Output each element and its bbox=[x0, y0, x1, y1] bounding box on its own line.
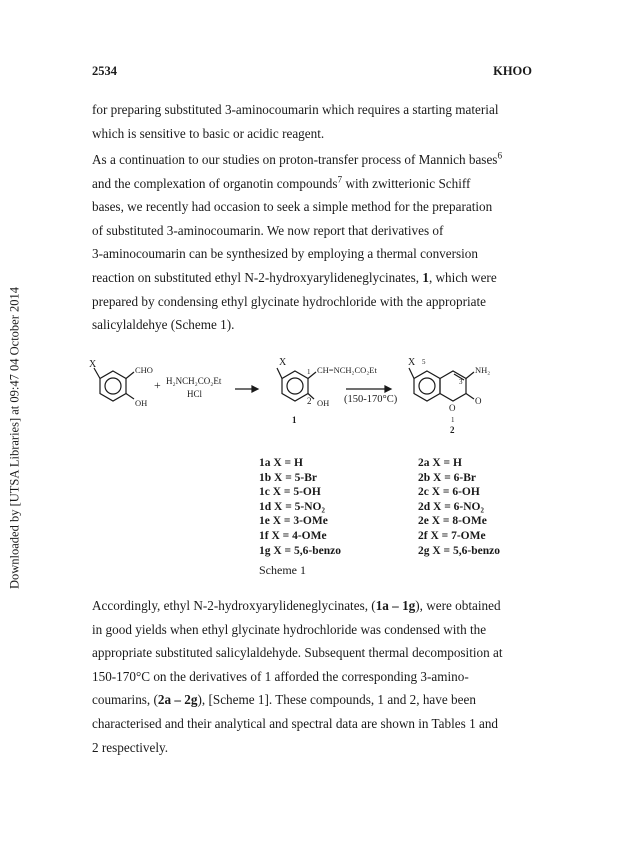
list-item: 1g X = 5,6-benzo bbox=[259, 544, 341, 557]
aldehyde-oh: OH bbox=[135, 398, 148, 408]
text-line: Accordingly, ethyl N-2-hydroxyarylideneglycinates, ( bbox=[92, 598, 376, 613]
list-item: 2b X = 6-Br bbox=[418, 471, 476, 484]
compound-ref: 1 bbox=[422, 269, 429, 285]
reference-7: 7 bbox=[337, 174, 343, 185]
imine-position-1: 1 bbox=[307, 368, 311, 376]
page-number: 2534 bbox=[92, 64, 117, 78]
download-watermark-text: Downloaded by [UTSA Libraries] at 09:47 04 October 2014 bbox=[7, 286, 22, 589]
text-line: bases, we recently had occasion to seek a simple method for the preparation bbox=[92, 199, 493, 215]
reaction-arrow-2 bbox=[346, 386, 391, 392]
text-line: coumarins, ( bbox=[92, 692, 158, 708]
text-line: for preparing substituted 3-aminocoumarin which requires a starting material bbox=[92, 102, 499, 117]
reaction-conditions: (150-170°C) bbox=[344, 394, 398, 405]
running-author: KHOO bbox=[493, 64, 532, 78]
text-line: and the complexation of organotin compounds bbox=[92, 175, 338, 191]
imine-position-2: 2 bbox=[307, 396, 312, 406]
coumarin-position-1: 1 bbox=[451, 416, 455, 424]
text-line: in good yields when ethyl glycinate hydrochloride was condensed with the bbox=[92, 621, 487, 637]
list-item: 1a X = H bbox=[259, 457, 303, 469]
glycinate-reagent: H₂NCH₂CO₂Et bbox=[166, 376, 222, 386]
compound-ref: 2a – 2g bbox=[157, 692, 198, 708]
scheme-caption: Scheme 1 bbox=[259, 563, 306, 577]
text-line: which is sensitive to basic or acidic reagent. bbox=[92, 125, 325, 141]
list-item: 2f X = 7-OMe bbox=[418, 529, 486, 542]
reaction-scheme bbox=[88, 356, 528, 436]
aminocoumarin-structure bbox=[409, 368, 474, 401]
coumarin-position-5: 5 bbox=[422, 358, 426, 366]
text-line: salicylaldehye (Scheme 1). bbox=[92, 317, 235, 333]
text-line: ), were obtained bbox=[415, 598, 501, 613]
list-item: 2e X = 8-OMe bbox=[418, 515, 487, 528]
text-line: appropriate substituted salicylaldehyde. Subsequent thermal decomposition at bbox=[92, 645, 503, 661]
text-line: 150-170°C on the derivatives of 1 afforded the corresponding 3-amino- bbox=[92, 668, 469, 684]
list-item: 1f X = 4-OMe bbox=[259, 529, 327, 542]
paragraph-results bbox=[92, 594, 538, 759]
list-item: 1e X = 3-OMe bbox=[259, 515, 328, 528]
list-item: 1b X = 5-Br bbox=[259, 471, 317, 484]
coumarin-carbonyl-oxygen: O bbox=[475, 396, 482, 406]
coumarin-position-3: 3 bbox=[459, 378, 463, 386]
compound-list-1 bbox=[259, 456, 341, 558]
imine-oh: OH bbox=[317, 398, 330, 408]
plus-sign: + bbox=[154, 378, 161, 392]
text-line: , which were bbox=[428, 269, 497, 285]
text-line: As a continuation to our studies on proton-transfer process of Mannich bases bbox=[92, 152, 498, 167]
list-item: 1d X = 5-NO₂ bbox=[259, 500, 325, 513]
text-line: reaction on substituted ethyl N-2-hydroxyarylideneglycinates, bbox=[92, 269, 423, 285]
imine-x: X bbox=[279, 357, 287, 368]
compound-ref: 1a – 1g bbox=[375, 598, 416, 613]
reference-6: 6 bbox=[497, 150, 503, 161]
download-watermark bbox=[2, 265, 28, 610]
text-line: of substituted 3-aminocoumarin. We now report that derivatives of bbox=[92, 222, 444, 238]
coumarin-nh2: NH₂ bbox=[475, 365, 491, 375]
coumarin-x: X bbox=[408, 357, 416, 368]
compound-1-label: 1 bbox=[292, 415, 297, 425]
text-line: characterised and their analytical and spectral data are shown in Tables 1 and bbox=[92, 715, 499, 731]
paragraph-continuation bbox=[92, 148, 538, 337]
list-item: 1c X = 5-OH bbox=[259, 486, 321, 499]
text-line: prepared by condensing ethyl glycinate hydrochloride with the appropriate bbox=[92, 293, 487, 309]
aldehyde-cho: CHO bbox=[135, 365, 153, 375]
list-item: 2a X = H bbox=[418, 457, 462, 469]
compound-2-label: 2 bbox=[450, 425, 455, 435]
compound-list-2 bbox=[418, 456, 500, 558]
list-item: 2d X = 6-NO₂ bbox=[418, 500, 484, 513]
list-item: 2c X = 6-OH bbox=[418, 486, 480, 499]
text-line: 3-aminocoumarin can be synthesized by employing a thermal conversion bbox=[92, 246, 478, 262]
text-line: with zwitterionic Schiff bbox=[342, 175, 471, 191]
reaction-arrow-1 bbox=[235, 386, 258, 392]
aldehyde-x: X bbox=[89, 359, 97, 370]
text-line: 2 respectively. bbox=[92, 739, 169, 755]
paragraph-intro bbox=[92, 98, 538, 145]
salicylaldehyde-structure bbox=[94, 368, 134, 401]
list-item: 2g X = 5,6-benzo bbox=[418, 544, 500, 557]
coumarin-ring-oxygen: O bbox=[449, 403, 456, 413]
text-line: ), [Scheme 1]. These compounds, 1 and 2, have been bbox=[197, 692, 476, 708]
imine-chain: CH=NCH₂CO₂Et bbox=[317, 365, 377, 375]
hcl-reagent: HCl bbox=[187, 389, 203, 399]
